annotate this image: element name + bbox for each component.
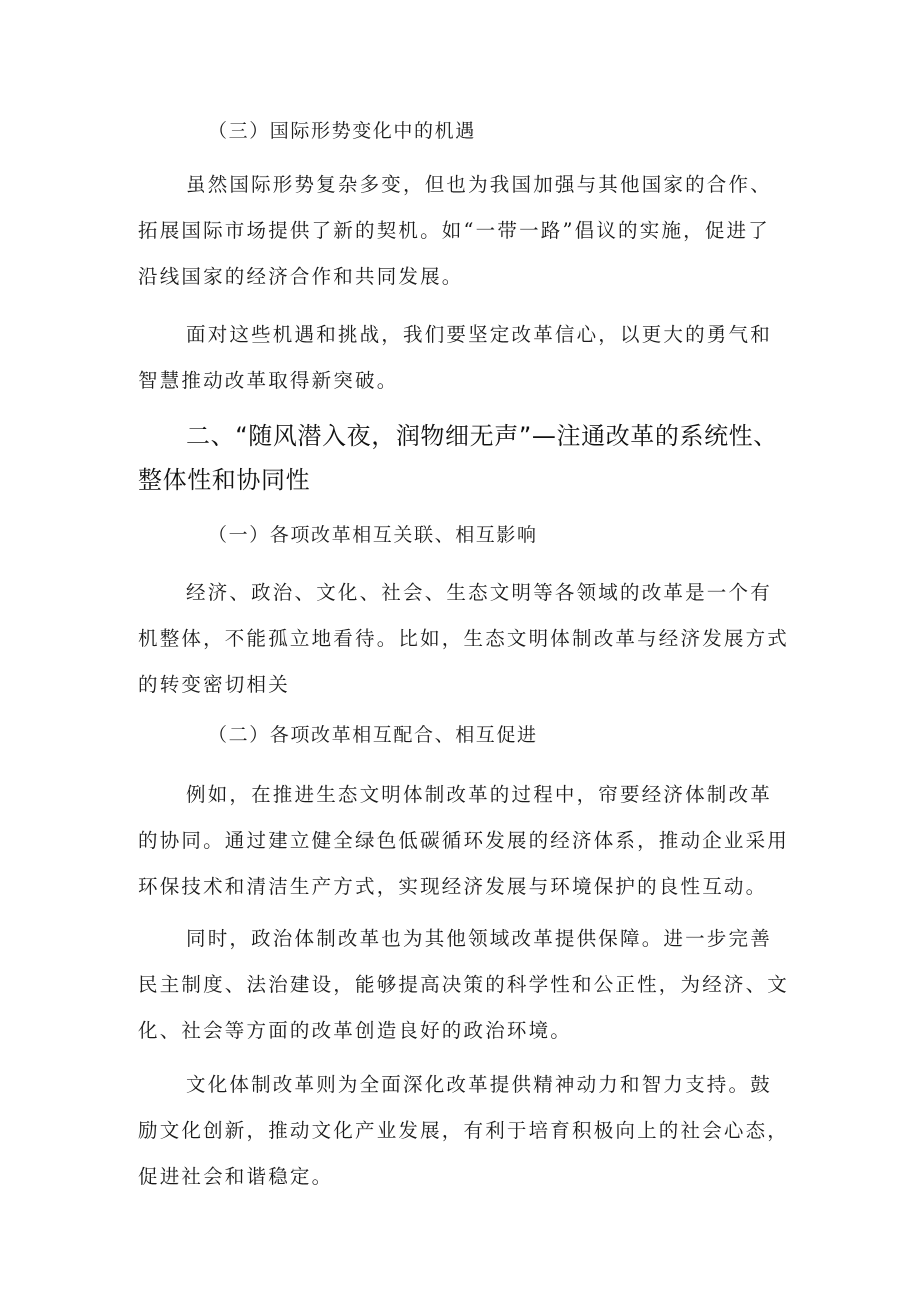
paragraph-political-reform: 同时，政治体制改革也为其他领域改革提供保障。进一步完善民主制度、法治建设，能够提高决策的科学性和公正性，为经济、文化、社会等方面的改革创造良好的政治环境。 bbox=[138, 927, 790, 1042]
paragraph-confidence: 面对这些机遇和挑战，我们要坚定改革信心，以更大的勇气和智慧推动改革取得新突破。 bbox=[138, 323, 772, 392]
chapter-heading-two: 二、“随风潜入夜，润物细无声”—注通改革的系统性、整体性和协同性 bbox=[138, 422, 778, 494]
paragraph-integrated-whole: 经济、政治、文化、社会、生态文明等各领域的改革是一个有机整体，不能孤立地看待。比如，生态文明体制改革与经济发展方式的转变密切相关 bbox=[138, 581, 790, 696]
section-heading-coordination: （二）各项改革相互配合、相互促进 bbox=[208, 724, 538, 746]
paragraph-opportunities: 虽然国际形势复杂多变，但也为我国加强与其他国家的合作、拓展国际市场提供了新的契机。如“一带一路”倡议的实施，促进了沿线国家的经济合作和共同发展。 bbox=[138, 173, 772, 288]
section-heading-international-opportunities: （三）国际形势变化中的机遇 bbox=[208, 120, 476, 142]
paragraph-cultural-reform: 文化体制改革则为全面深化改革提供精神动力和智力支持。鼓励文化创新，推动文化产业发展，有利于培育积极向上的社会心态，促进社会和谐稳定。 bbox=[138, 1073, 790, 1188]
section-heading-interrelated: （一）各项改革相互关联、相互影响 bbox=[208, 524, 538, 546]
paragraph-ecological-reform: 例如，在推进生态文明体制改革的过程中，帘要经济体制改革的协同。通过建立健全绿色低碳循环发展的经济体系，推动企业采用环保技术和清洁生产方式，实现经济发展与环境保护的良性互动。 bbox=[138, 783, 790, 898]
